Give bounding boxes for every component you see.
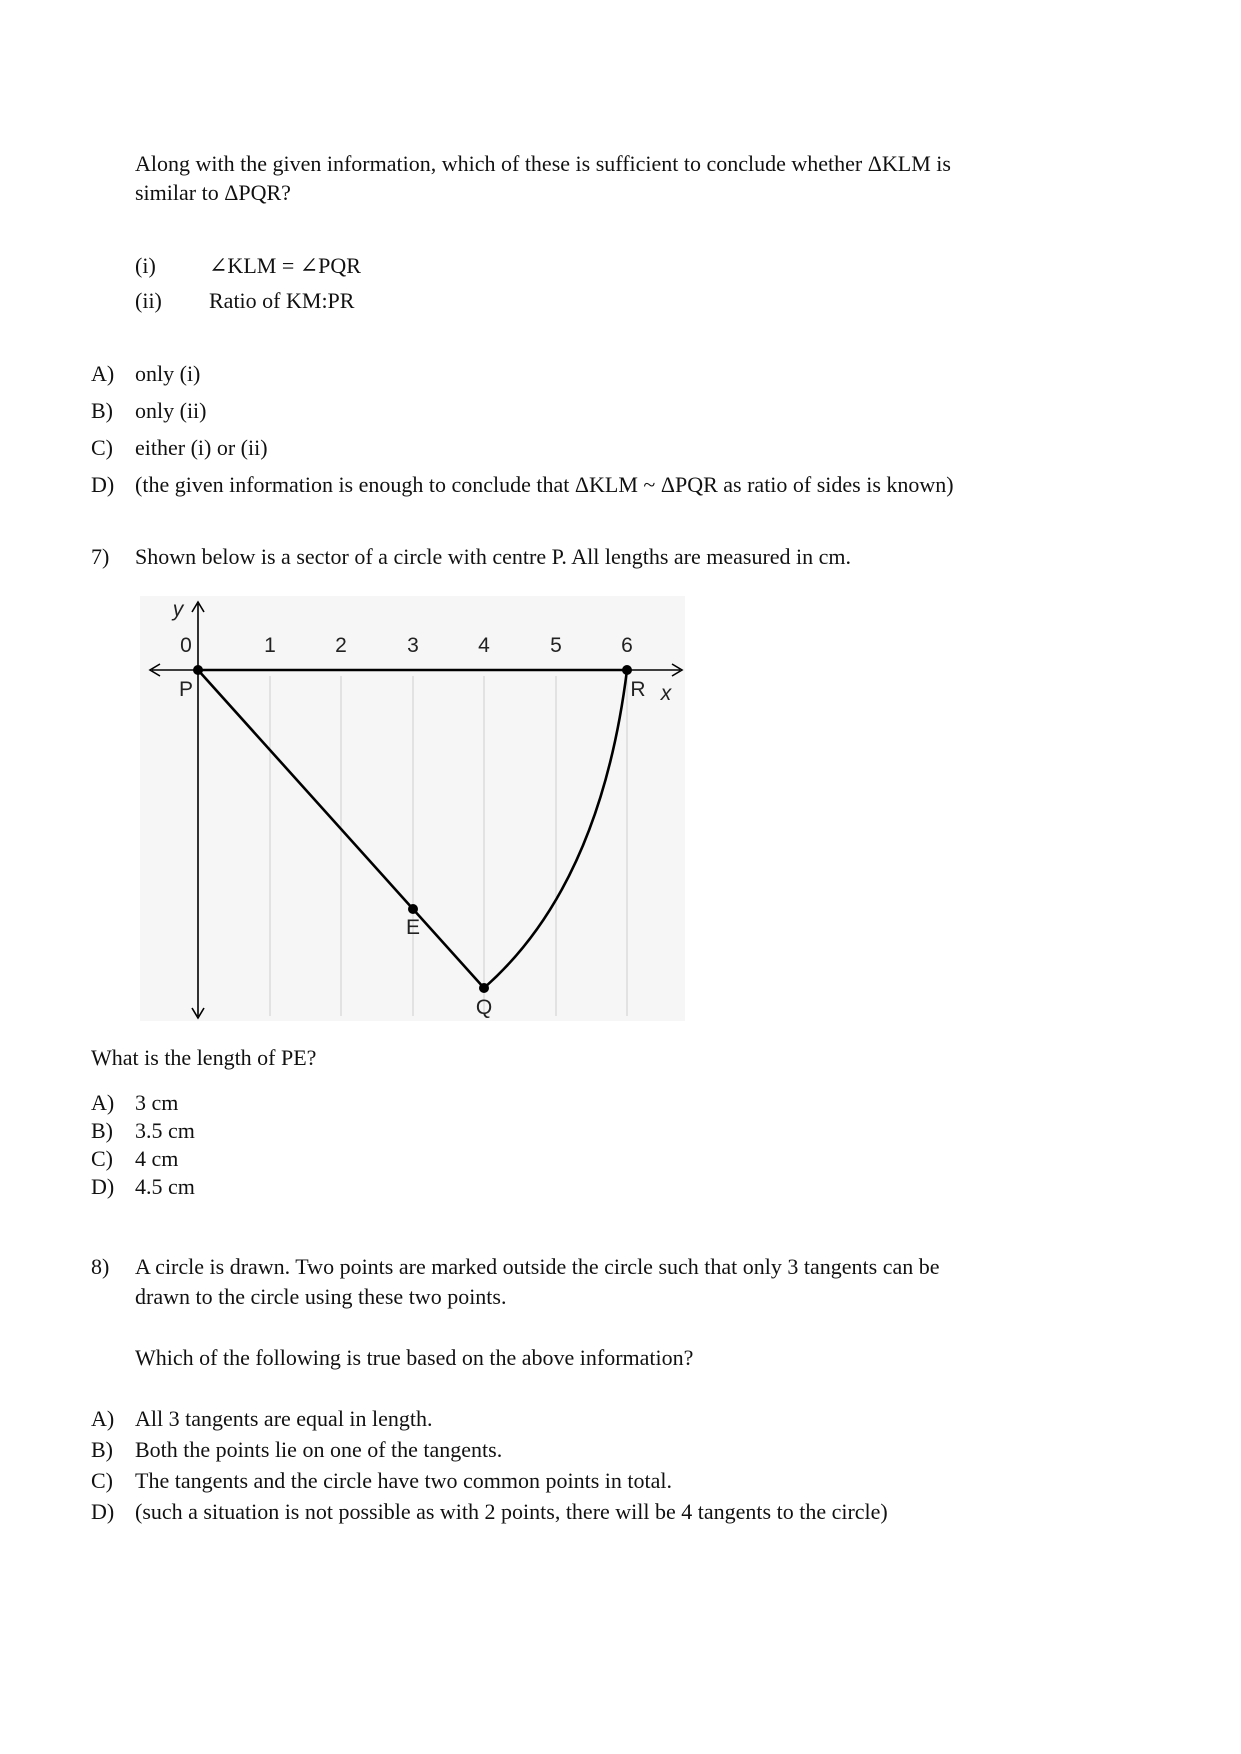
q7-option-letter: C): [91, 1146, 113, 1171]
q6-statement-text: ∠KLM = ∠PQR: [209, 253, 361, 278]
tick-label: 5: [550, 634, 562, 657]
x-axis-label: x: [660, 682, 672, 705]
q7-option-letter: A): [91, 1090, 115, 1115]
point-label-R: R: [630, 678, 646, 701]
q8-option-letter: B): [91, 1437, 113, 1462]
q8-option-letter: D): [91, 1499, 115, 1524]
q6-option-text: (the given information is enough to conclude that ΔKLM ~ ΔPQR as ratio of sides is known): [135, 472, 954, 497]
point-P: [193, 665, 203, 675]
q6-statement-text: Ratio of KM:PR: [209, 288, 355, 313]
tick-label: 6: [621, 634, 633, 657]
q8-option-letter: A): [91, 1406, 115, 1431]
q7-option-text: 3 cm: [135, 1090, 179, 1115]
q8-sub-question: Which of the following is true based on the above information?: [135, 1345, 694, 1370]
q6-option-letter: A): [91, 361, 115, 386]
q7-option-text: 3.5 cm: [135, 1118, 195, 1143]
q8-option-text: The tangents and the circle have two common points in total.: [135, 1468, 673, 1493]
q6-option-letter: C): [91, 435, 113, 460]
q6-stem-line1: Along with the given information, which of these is sufficient to conclude whether ΔKLM is: [135, 151, 951, 176]
point-label-P: P: [178, 678, 194, 701]
sector-figure: [140, 596, 700, 1026]
tick-label: 3: [407, 634, 419, 657]
q8-option-letter: C): [91, 1468, 113, 1493]
q7-number: 7): [91, 544, 110, 569]
q7-option-text: 4.5 cm: [135, 1174, 195, 1199]
point-Q: [479, 983, 489, 993]
q7-stem: Shown below is a sector of a circle with centre P. All lengths are measured in cm.: [135, 544, 852, 569]
q7-option-letter: D): [91, 1174, 115, 1199]
tick-label: 1: [264, 634, 276, 657]
q8-number: 8): [91, 1254, 110, 1279]
q6-statement-number: (i): [135, 253, 156, 278]
q8-stem-line2: drawn to the circle using these two points.: [135, 1284, 507, 1309]
q8-option-text: All 3 tangents are equal in length.: [135, 1406, 433, 1431]
point-R: [622, 665, 632, 675]
point-label-E: E: [405, 916, 421, 939]
q6-option-letter: D): [91, 472, 115, 497]
point-label-Q: Q: [475, 996, 493, 1019]
q8-option-text: Both the points lie on one of the tangents.: [135, 1437, 503, 1462]
q6-option-text: only (ii): [135, 398, 207, 423]
tick-label: 4: [478, 634, 490, 657]
q8-stem-line1: A circle is drawn. Two points are marked outside the circle such that only 3 tangents can be: [135, 1254, 940, 1279]
q6-option-text: either (i) or (ii): [135, 435, 268, 460]
y-axis-label: y: [172, 598, 184, 621]
point-E: [408, 904, 418, 914]
q6-option-letter: B): [91, 398, 113, 423]
q6-option-text: only (i): [135, 361, 201, 386]
q7-option-text: 4 cm: [135, 1146, 179, 1171]
q7-question: What is the length of PE?: [91, 1045, 317, 1070]
tick-label: 2: [335, 634, 347, 657]
q7-option-letter: B): [91, 1118, 113, 1143]
q6-statement-number: (ii): [135, 288, 162, 313]
tick-label: 0: [180, 634, 192, 657]
q8-option-text: (such a situation is not possible as with 2 points, there will be 4 tangents to the circle): [135, 1499, 888, 1524]
q6-stem-line2: similar to ΔPQR?: [135, 180, 291, 205]
